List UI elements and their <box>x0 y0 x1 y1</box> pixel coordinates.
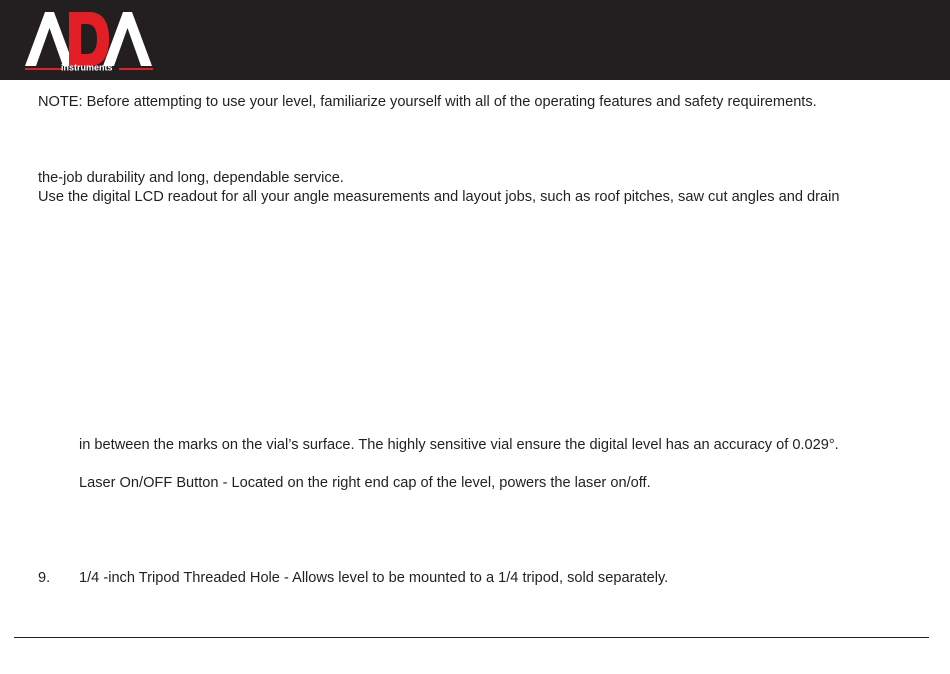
vial-accuracy-text: in between the marks on the vial’s surface. The highly sensitive vial ensure the digital level has an accuracy of 0.029°. <box>79 437 839 453</box>
logo-letter-a-left <box>25 12 74 66</box>
footer-divider <box>14 637 929 638</box>
ada-instruments-logo <box>23 8 155 74</box>
tripod-hole-description: 1/4 -inch Tripod Threaded Hole - Allows level to be mounted to a 1/4 tripod, sold separately. <box>79 570 669 586</box>
page-header <box>0 0 950 80</box>
laser-button-description: Laser On/OFF Button - Located on the right end cap of the level, powers the laser on/off. <box>79 475 651 491</box>
logo-letter-a-right <box>103 12 152 66</box>
logo-letter-d <box>69 12 109 66</box>
note-text: NOTE: Before attempting to use your level, familiarize yourself with all of the operating features and safety requirements. <box>38 94 817 110</box>
logo-tagline: instruments <box>61 62 113 73</box>
lcd-usage-text: Use the digital LCD readout for all your angle measurements and layout jobs, such as roof pitches, saw cut angles and drain <box>38 189 840 205</box>
logo-rule-right <box>119 68 153 70</box>
list-item-number: 9. <box>38 570 51 586</box>
durability-text: the-job durability and long, dependable service. <box>38 170 344 186</box>
logo-rule-left <box>25 68 63 70</box>
